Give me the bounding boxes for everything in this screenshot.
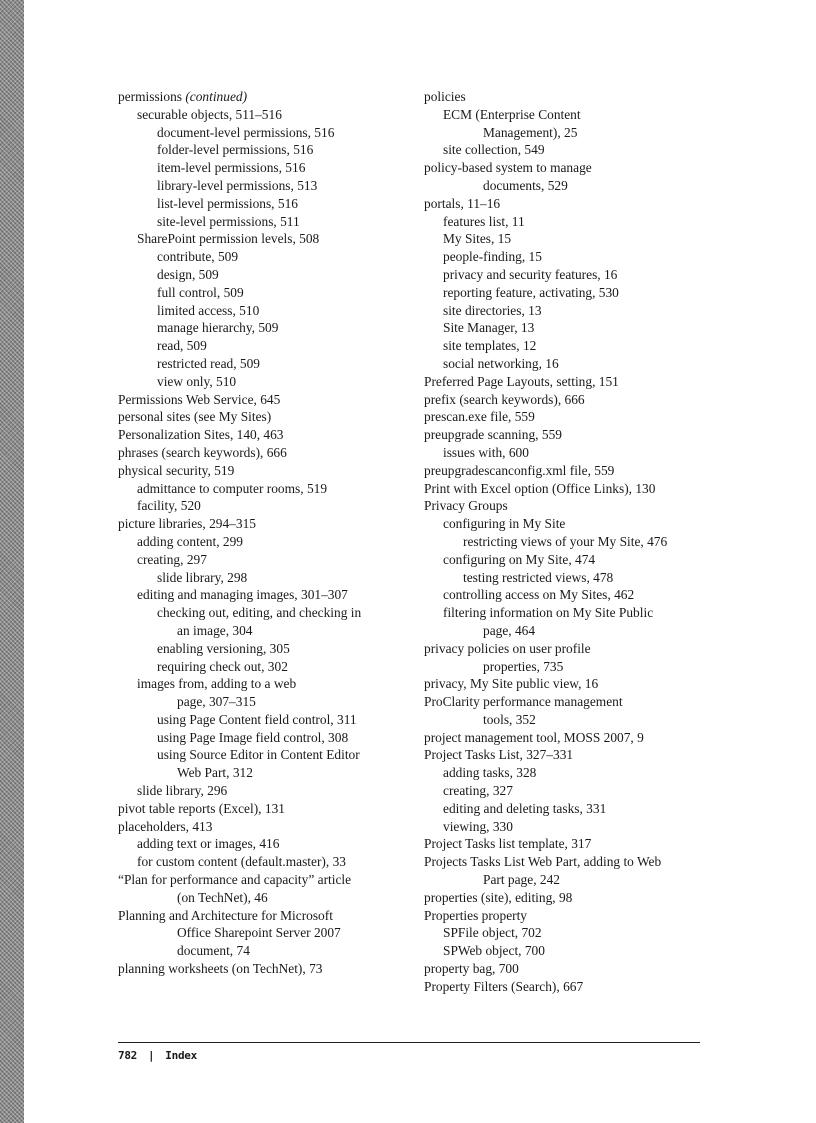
index-entry	[424, 889, 714, 907]
index-entry	[118, 960, 408, 978]
index-entry	[424, 533, 714, 551]
index-entry-text: page, 464	[483, 622, 536, 638]
index-entry	[118, 444, 408, 462]
index-entry-text: social networking, 16	[443, 355, 559, 371]
index-entry	[118, 462, 408, 480]
index-entry	[424, 426, 714, 444]
index-entry-text: portals, 11–16	[424, 195, 501, 211]
index-entry	[424, 391, 714, 409]
index-entry	[118, 658, 408, 676]
index-entry-text: using Page Image field control, 308	[157, 729, 349, 745]
index-entry	[118, 88, 408, 106]
index-entry	[424, 213, 714, 231]
index-entry-text: checking out, editing, and checking in	[157, 605, 362, 621]
index-entry-text: ProClarity performance management	[424, 694, 623, 710]
index-entry-text: for custom content (default.master), 33	[137, 854, 346, 870]
index-entry-text: Planning and Architecture for Microsoft	[118, 907, 333, 923]
index-entry-text: slide library, 298	[157, 569, 248, 585]
index-entry	[424, 907, 714, 925]
index-entry	[424, 746, 714, 764]
index-entry	[118, 711, 408, 729]
index-entry	[118, 141, 408, 159]
index-entry-text: images from, adding to a web	[137, 676, 297, 692]
index-entry-text: phrases (search keywords), 666	[118, 444, 287, 460]
index-entry	[118, 106, 408, 124]
index-entry	[424, 658, 714, 676]
index-entry	[424, 141, 714, 159]
index-entry-text: physical security, 519	[118, 462, 235, 478]
index-entry	[118, 480, 408, 498]
index-entry	[118, 818, 408, 836]
index-entry	[118, 586, 408, 604]
index-entry	[424, 942, 714, 960]
index-entry	[118, 302, 408, 320]
index-entry-text: adding text or images, 416	[137, 836, 280, 852]
index-entry	[424, 497, 714, 515]
footer-rule	[118, 1042, 700, 1043]
index-entry	[424, 302, 714, 320]
index-entry-text: Projects Tasks List Web Part, adding to Web	[424, 854, 662, 870]
index-entry	[424, 515, 714, 533]
index-entry-text: pivot table reports (Excel), 131	[118, 800, 285, 816]
index-entry	[424, 177, 714, 195]
index-entry-text: planning worksheets (on TechNet), 73	[118, 961, 323, 977]
index-entry-text: picture libraries, 294–315	[118, 516, 256, 532]
index-entry	[118, 248, 408, 266]
index-entry	[118, 871, 408, 889]
index-entry	[424, 195, 714, 213]
index-entry	[118, 124, 408, 142]
index-entry	[424, 106, 714, 124]
index-entry	[118, 195, 408, 213]
index-entry-text: Properties property	[424, 907, 528, 923]
index-entry	[424, 622, 714, 640]
index-entry-text: features list, 11	[443, 213, 525, 229]
index-entry-text: preupgrade scanning, 559	[424, 427, 562, 443]
index-entry	[424, 159, 714, 177]
index-entry-text: slide library, 296	[137, 783, 228, 799]
index-entry-text: Print with Excel option (Office Links), 130	[424, 480, 656, 496]
index-entry-text: prescan.exe file, 559	[424, 409, 535, 425]
page-footer	[118, 1049, 197, 1062]
index-entry-text: reporting feature, activating, 530	[443, 284, 619, 300]
index-entry	[118, 230, 408, 248]
index-entry-text: Management), 25	[483, 124, 578, 140]
index-entry	[118, 693, 408, 711]
index-entry-text: site-level permissions, 511	[157, 213, 300, 229]
continued-marker: (continued)	[185, 89, 248, 104]
index-entry-text: permissions	[118, 89, 186, 104]
page-edge-binding	[0, 0, 24, 1123]
index-entry	[424, 871, 714, 889]
index-entry-text: ECM (Enterprise Content	[443, 106, 581, 122]
index-entry-text: using Page Content field control, 311	[157, 711, 357, 727]
index-entry-text: configuring in My Site	[443, 516, 566, 532]
index-entry-text: using Source Editor in Content Editor	[157, 747, 360, 763]
index-entry	[424, 266, 714, 284]
index-entry	[424, 960, 714, 978]
index-entry	[118, 889, 408, 907]
index-entry	[118, 924, 408, 942]
index-entry	[424, 124, 714, 142]
index-entry	[424, 569, 714, 587]
index-entry-text: documents, 529	[483, 177, 568, 193]
index-entry-text: page, 307–315	[177, 694, 256, 710]
index-entry-text: restricting views of your My Site, 476	[463, 533, 668, 549]
index-entry-text: configuring on My Site, 474	[443, 551, 596, 567]
index-entry	[424, 818, 714, 836]
index-entry	[118, 515, 408, 533]
index-entry-text: policies	[424, 89, 466, 104]
index-entry-text: issues with, 600	[443, 444, 529, 460]
index-entry	[424, 675, 714, 693]
index-entry	[424, 408, 714, 426]
index-entry-text: limited access, 510	[157, 302, 260, 318]
index-entry-text: Site Manager, 13	[443, 320, 535, 336]
index-entry-text: Property Filters (Search), 667	[424, 978, 584, 994]
index-entry-text: securable objects, 511–516	[137, 106, 282, 122]
index-entry	[424, 319, 714, 337]
index-entry-text: (on TechNet), 46	[177, 889, 268, 905]
index-entry-text: My Sites, 15	[443, 231, 512, 247]
index-entry	[424, 88, 714, 106]
index-column-left	[118, 88, 408, 978]
index-column-right	[424, 88, 714, 996]
index-entry-text: privacy policies on user profile	[424, 640, 591, 656]
index-entry-text: facility, 520	[137, 498, 201, 514]
index-entry-text: controlling access on My Sites, 462	[443, 587, 635, 603]
index-entry	[118, 551, 408, 569]
index-entry-text: properties (site), editing, 98	[424, 889, 573, 905]
index-entry-text: site directories, 13	[443, 302, 542, 318]
index-entry	[118, 622, 408, 640]
index-entry	[424, 604, 714, 622]
index-entry	[118, 408, 408, 426]
index-entry	[118, 177, 408, 195]
index-entry-text: privacy and security features, 16	[443, 266, 618, 282]
index-entry	[424, 586, 714, 604]
index-entry-text: “Plan for performance and capacity” article	[118, 872, 352, 888]
index-entry-text: folder-level permissions, 516	[157, 142, 314, 158]
index-entry-text: testing restricted views, 478	[463, 569, 614, 585]
index-entry-text: Office Sharepoint Server 2007	[177, 925, 341, 941]
index-entry	[424, 355, 714, 373]
index-entry	[424, 230, 714, 248]
index-entry	[424, 284, 714, 302]
index-entry	[118, 426, 408, 444]
index-entry-text: list-level permissions, 516	[157, 195, 298, 211]
index-entry-text: library-level permissions, 513	[157, 177, 318, 193]
index-entry	[118, 764, 408, 782]
index-entry-text: requiring check out, 302	[157, 658, 288, 674]
index-entry-text: filtering information on My Site Public	[443, 605, 654, 621]
index-entry	[424, 480, 714, 498]
index-entry-text: admittance to computer rooms, 519	[137, 480, 328, 496]
index-entry-text: property bag, 700	[424, 961, 519, 977]
index-entry-text: creating, 327	[443, 783, 513, 799]
index-entry-text: full control, 509	[157, 284, 244, 300]
index-entry-text: contribute, 509	[157, 249, 239, 265]
index-entry-text: Project Tasks List, 327–331	[424, 747, 574, 763]
index-entry-text: viewing, 330	[443, 818, 513, 834]
page-number: 782	[118, 1049, 137, 1062]
index-entry-text: personal sites (see My Sites)	[118, 409, 272, 425]
index-entry-text: item-level permissions, 516	[157, 160, 306, 176]
index-entry-text: restricted read, 509	[157, 355, 260, 371]
index-entry	[118, 284, 408, 302]
index-entry	[118, 337, 408, 355]
index-entry	[118, 675, 408, 693]
index-entry-text: Permissions Web Service, 645	[118, 391, 281, 407]
index-entry	[118, 853, 408, 871]
index-entry-text: manage hierarchy, 509	[157, 320, 279, 336]
index-entry-text: read, 509	[157, 338, 207, 354]
index-entry-text: people-finding, 15	[443, 249, 542, 265]
index-entry	[424, 551, 714, 569]
index-entry	[118, 800, 408, 818]
index-entry	[118, 319, 408, 337]
index-entry	[118, 782, 408, 800]
index-entry	[424, 835, 714, 853]
index-entry	[424, 800, 714, 818]
index-entry-text: adding content, 299	[137, 533, 243, 549]
index-entry	[118, 355, 408, 373]
index-entry	[118, 213, 408, 231]
index-entry	[424, 924, 714, 942]
index-entry-text: properties, 735	[483, 658, 564, 674]
index-entry-text: document-level permissions, 516	[157, 124, 335, 140]
index-entry	[424, 978, 714, 996]
index-entry-text: preupgradescanconfig.xml file, 559	[424, 462, 615, 478]
index-entry-text: site collection, 549	[443, 142, 545, 158]
index-entry-text: enabling versioning, 305	[157, 640, 290, 656]
index-entry	[424, 711, 714, 729]
index-entry	[118, 569, 408, 587]
index-entry-text: privacy, My Site public view, 16	[424, 676, 599, 692]
index-entry	[118, 373, 408, 391]
index-entry	[118, 604, 408, 622]
index-entry-text: document, 74	[177, 943, 250, 959]
index-entry	[424, 764, 714, 782]
index-entry	[118, 640, 408, 658]
index-entry-text: placeholders, 413	[118, 818, 213, 834]
index-entry	[424, 853, 714, 871]
index-entry-text: view only, 510	[157, 373, 237, 389]
index-entry-text: project management tool, MOSS 2007, 9	[424, 729, 644, 745]
index-entry-text: policy-based system to manage	[424, 160, 592, 176]
index-entry	[424, 782, 714, 800]
index-entry-text: editing and deleting tasks, 331	[443, 800, 607, 816]
index-entry-text: Personalization Sites, 140, 463	[118, 427, 284, 443]
index-entry-text: SharePoint permission levels, 508	[137, 231, 320, 247]
index-entry-text: editing and managing images, 301–307	[137, 587, 348, 603]
footer-separator: |	[147, 1049, 155, 1062]
index-entry-text: design, 509	[157, 266, 219, 282]
index-entry-text: Part page, 242	[483, 872, 560, 888]
index-entry	[424, 462, 714, 480]
index-entry	[118, 497, 408, 515]
index-entry	[424, 248, 714, 266]
index-entry-text: adding tasks, 328	[443, 765, 537, 781]
index-entry	[118, 942, 408, 960]
index-entry-text: Preferred Page Layouts, setting, 151	[424, 373, 619, 389]
index-entry	[424, 640, 714, 658]
index-entry	[424, 444, 714, 462]
index-entry	[118, 159, 408, 177]
index-entry	[424, 729, 714, 747]
index-entry-text: creating, 297	[137, 551, 207, 567]
index-entry	[118, 835, 408, 853]
index-entry-text: an image, 304	[177, 622, 253, 638]
index-entry-text: Project Tasks list template, 317	[424, 836, 592, 852]
index-entry-text: SPFile object, 702	[443, 925, 542, 941]
index-entry	[424, 373, 714, 391]
footer-section-title: Index	[165, 1049, 197, 1062]
index-entry-text: Privacy Groups	[424, 498, 508, 514]
index-entry-text: prefix (search keywords), 666	[424, 391, 585, 407]
index-entry	[424, 337, 714, 355]
index-entry	[424, 693, 714, 711]
index-entry	[118, 391, 408, 409]
index-entry	[118, 533, 408, 551]
index-entry-text: tools, 352	[483, 711, 536, 727]
index-entry	[118, 729, 408, 747]
index-entry	[118, 266, 408, 284]
index-entry-text: SPWeb object, 700	[443, 943, 545, 959]
index-entry-text: site templates, 12	[443, 338, 537, 354]
index-entry	[118, 746, 408, 764]
index-entry-text: Web Part, 312	[177, 765, 253, 781]
index-entry	[118, 907, 408, 925]
